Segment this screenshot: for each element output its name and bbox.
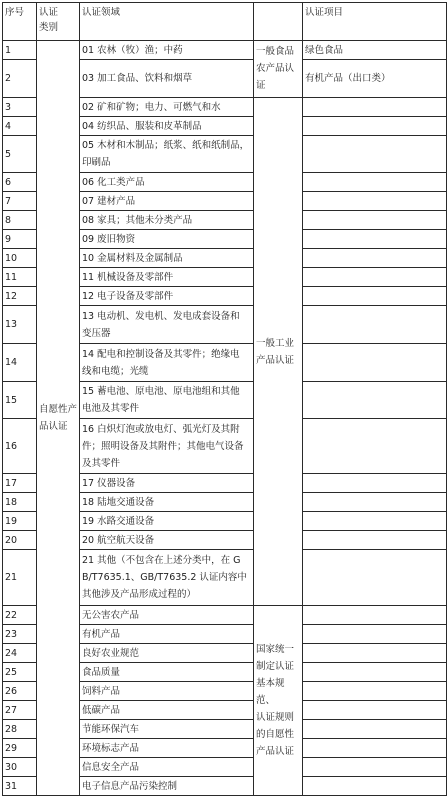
row-number: 23	[3, 625, 37, 644]
field-cell: 低碳产品	[80, 701, 254, 720]
project-empty	[303, 98, 447, 117]
row-number: 27	[3, 701, 37, 720]
project-empty	[303, 382, 447, 419]
field-cell: 16 白炽灯泡或放电灯、弧光灯及其附 件；照明设备及其附件；其他电气设备 及其零件	[80, 419, 254, 474]
row-number: 24	[3, 644, 37, 663]
project-empty	[303, 493, 447, 512]
row-number: 18	[3, 493, 37, 512]
field-cell: 18 陆地交通设备	[80, 493, 254, 512]
row-number: 29	[3, 739, 37, 758]
field-cell: 10 金属材料及金属制品	[80, 249, 254, 268]
field-cell: 有机产品	[80, 625, 254, 644]
row-number: 25	[3, 663, 37, 682]
project-empty	[303, 644, 447, 663]
project-empty	[303, 663, 447, 682]
row-number: 20	[3, 531, 37, 550]
group-industrial: 一般工业 产品认证	[254, 98, 303, 606]
row-number: 12	[3, 287, 37, 306]
project-empty	[303, 287, 447, 306]
row-number: 19	[3, 512, 37, 531]
field-cell: 19 水路交通设备	[80, 512, 254, 531]
field-cell: 09 废旧物资	[80, 230, 254, 249]
row-number: 10	[3, 249, 37, 268]
field-cell: 03 加工食品、饮料和烟草	[80, 60, 254, 98]
field-cell: 17 仪器设备	[80, 474, 254, 493]
field-cell: 05 木材和木制品；纸浆、纸和纸制品， 印刷品	[80, 136, 254, 173]
row-number: 3	[3, 98, 37, 117]
field-cell: 电子信息产品污染控制	[80, 777, 254, 796]
project-empty	[303, 777, 447, 796]
project-empty	[303, 625, 447, 644]
table-row	[3, 41, 447, 60]
header-empty	[254, 3, 303, 41]
field-cell: 13 电动机、发电机、发电成套设备和 变压器	[80, 306, 254, 344]
row-number: 16	[3, 419, 37, 474]
field-cell: 信息安全产品	[80, 758, 254, 777]
project-empty	[303, 531, 447, 550]
field-cell: 无公害农产品	[80, 606, 254, 625]
field-cell: 08 家具；其他未分类产品	[80, 211, 254, 230]
project-empty	[303, 268, 447, 287]
row-number: 17	[3, 474, 37, 493]
project-empty	[303, 306, 447, 344]
field-cell: 20 航空航天设备	[80, 531, 254, 550]
certification-table	[2, 2, 447, 796]
project-empty	[303, 474, 447, 493]
row-number: 21	[3, 550, 37, 606]
project-empty	[303, 682, 447, 701]
project-empty	[303, 230, 447, 249]
field-cell: 15 蓄电池、原电池、原电池组和其他 电池及其零件	[80, 382, 254, 419]
group-food: 一般食品 农产品认 证	[254, 41, 303, 98]
row-number: 7	[3, 192, 37, 211]
project-empty	[303, 192, 447, 211]
field-cell: 环境标志产品	[80, 739, 254, 758]
field-cell: 11 机械设备及零部件	[80, 268, 254, 287]
field-cell: 12 电子设备及零部件	[80, 287, 254, 306]
row-number: 15	[3, 382, 37, 419]
field-cell: 04 纺织品、服装和皮革制品	[80, 117, 254, 136]
field-cell: 良好农业规范	[80, 644, 254, 663]
project-green: 绿色食品	[303, 41, 447, 60]
field-cell: 06 化工类产品	[80, 173, 254, 192]
field-cell: 07 建材产品	[80, 192, 254, 211]
project-organic-export: 有机产品（出口类）	[303, 60, 447, 98]
project-empty	[303, 758, 447, 777]
row-number: 11	[3, 268, 37, 287]
row-number: 5	[3, 136, 37, 173]
header-seq: 序号	[3, 3, 37, 41]
project-empty	[303, 117, 447, 136]
field-cell: 21 其他（不包含在上述分类中，在 G B/T7635.1、GB/T7635.2 认证内容中 其他涉及产品形成过程的）	[80, 550, 254, 606]
row-number: 9	[3, 230, 37, 249]
row-number: 8	[3, 211, 37, 230]
header-project: 认证项目	[303, 3, 447, 41]
row-number: 1	[3, 41, 37, 60]
field-cell: 02 矿和矿物；电力、可燃气和水	[80, 98, 254, 117]
category-cell: 自愿性产 品认证	[37, 41, 80, 796]
project-empty	[303, 512, 447, 531]
project-empty	[303, 419, 447, 474]
header-category: 认证 类别	[37, 3, 80, 41]
group-national: 国家统一 制定认证 基本规范、 认证规则 的自愿性 产品认证	[254, 606, 303, 796]
project-empty	[303, 136, 447, 173]
project-empty	[303, 720, 447, 739]
row-number: 13	[3, 306, 37, 344]
project-empty	[303, 606, 447, 625]
row-number: 6	[3, 173, 37, 192]
row-number: 4	[3, 117, 37, 136]
row-number: 14	[3, 344, 37, 382]
row-number: 26	[3, 682, 37, 701]
field-cell: 饲料产品	[80, 682, 254, 701]
project-empty	[303, 550, 447, 606]
row-number: 2	[3, 60, 37, 98]
row-number: 31	[3, 777, 37, 796]
project-empty	[303, 739, 447, 758]
project-empty	[303, 211, 447, 230]
field-cell: 节能环保汽车	[80, 720, 254, 739]
field-cell: 食品质量	[80, 663, 254, 682]
row-number: 28	[3, 720, 37, 739]
field-cell: 14 配电和控制设备及其零件；绝缘电 线和电缆；光缆	[80, 344, 254, 382]
project-empty	[303, 249, 447, 268]
project-empty	[303, 701, 447, 720]
field-cell: 01 农林（牧）渔；中药	[80, 41, 254, 60]
header-field: 认证领域	[80, 3, 254, 41]
row-number: 30	[3, 758, 37, 777]
project-empty	[303, 344, 447, 382]
header-row	[3, 3, 447, 41]
row-number: 22	[3, 606, 37, 625]
project-empty	[303, 173, 447, 192]
